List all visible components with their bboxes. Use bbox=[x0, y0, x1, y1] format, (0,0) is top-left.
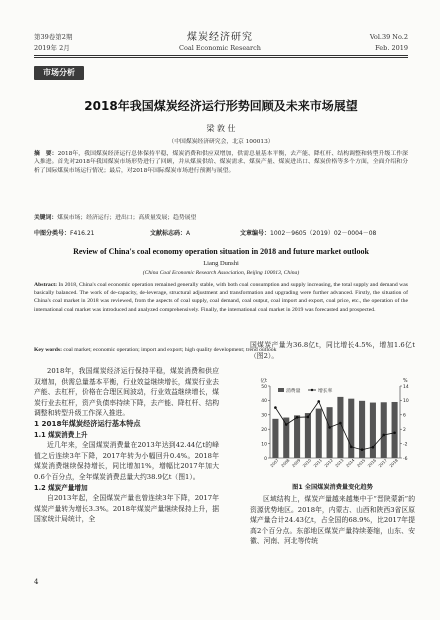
y-tick-label: 0 bbox=[264, 456, 267, 462]
growth-point bbox=[285, 423, 288, 426]
bar bbox=[392, 402, 398, 458]
x-tick-label: 2016 bbox=[366, 457, 378, 469]
growth-point bbox=[296, 416, 299, 419]
growth-point bbox=[307, 416, 310, 419]
y2-tick-label: 10 bbox=[403, 399, 409, 405]
abstract-cn-text: 2018年，我国煤炭经济运行总体保持平稳，煤炭消费和供应双增加，供需总量基本平衡，去产能、降杠杆、结构调整和转型升级工作深入推进。首先对2018年我国煤炭市场形势进行了回顾，并从煤炭供给、煤炭需求、煤炭产量、煤炭进出口、煤炭价格等多个方面，全面介绍和分析了国际煤炭市场运行情况；最后，对2018年国际煤炭市场进行预测与展望。 bbox=[34, 151, 408, 174]
x-tick-label: 2015 bbox=[355, 457, 367, 469]
growth-point bbox=[372, 446, 375, 449]
growth-point bbox=[350, 446, 353, 449]
growth-point bbox=[361, 448, 364, 451]
header-journal-en: Coal Economic Research bbox=[179, 44, 261, 52]
subsection-heading: 1.1 煤炭消费上升 bbox=[34, 430, 88, 439]
growth-point bbox=[393, 432, 396, 435]
body-paragraph: 2018年，我国煤炭经济运行保持平稳，煤炭消费和供应双增加，供需总量基本平衡，行业效益继续增长，煤炭行业去产能、去杠杆，价格在合理区间波动，行业效益继续增长，煤炭行业去杠杆，资产负债率持续下降，去产能、降杠杆、结构调整和转型升级工作深入推进。 bbox=[34, 367, 219, 418]
growth-point bbox=[382, 434, 385, 437]
x-tick-label: 2017 bbox=[377, 457, 388, 469]
growth-point bbox=[339, 422, 342, 425]
bar bbox=[316, 409, 322, 458]
header-issue-cn: 第39卷第2期 bbox=[34, 33, 73, 41]
body-paragraph: 近几年来，全国煤炭消费量在2013年达到42.44亿t的峰值之后连续3年下降，2017年转为小幅回升0.4%。2018年煤炭消费继续保持增长，同比增加1%，增幅比2017年加大0.6个百分点，全年煤炭消费总量大约38.9亿t（图1）。 bbox=[34, 441, 219, 481]
growth-point bbox=[274, 406, 277, 409]
header-journal-cn: 煤炭经济研究 bbox=[187, 32, 253, 43]
clc-number: 中图分类号：F416.21 bbox=[34, 230, 95, 237]
section-heading: 1 2018年煤炭经济运行基本特点 bbox=[34, 418, 141, 428]
abstract-en bbox=[34, 281, 408, 314]
abstract-cn-label: 摘 要： bbox=[34, 151, 58, 157]
y2-tick-label: 6 bbox=[403, 413, 406, 419]
legend-line-marker bbox=[311, 389, 313, 391]
section-tag: 市场分析 bbox=[34, 66, 84, 80]
article-title-cn: 2018年我国煤炭经济运行形势回顾及未来市场展望 bbox=[84, 99, 358, 113]
header-rule-bottom bbox=[34, 57, 408, 58]
y-tick-label: 40 bbox=[261, 399, 267, 405]
keywords-cn bbox=[34, 214, 408, 222]
growth-line bbox=[275, 401, 394, 449]
affiliation-cn: （中国煤炭经济研究会，北京 100013） bbox=[168, 139, 274, 145]
x-tick-label: 2011 bbox=[312, 457, 323, 469]
x-tick-label: 2013 bbox=[334, 457, 345, 469]
y2-tick-label: 2 bbox=[403, 428, 406, 433]
subsection-heading: 1.2 煤炭产量增加 bbox=[34, 483, 88, 492]
body-right-column-bottom bbox=[250, 494, 415, 547]
figure-caption: 图1 全国煤炭消费量变化趋势 bbox=[292, 484, 373, 491]
document-code: 文献标志码：A bbox=[150, 230, 191, 237]
x-tick-label: 2009 bbox=[290, 457, 302, 469]
x-tick-label: 2007 bbox=[269, 457, 280, 469]
growth-point bbox=[328, 426, 331, 429]
bar bbox=[327, 407, 333, 458]
bar bbox=[294, 415, 300, 458]
header-rule-top bbox=[34, 55, 408, 56]
y-tick-label: 50 bbox=[261, 384, 267, 390]
keywords-cn-text: 煤炭市场；经济运行；进出口；高质量发展；趋势展望 bbox=[57, 215, 197, 221]
keywords-cn-label: 关键词： bbox=[34, 215, 58, 221]
legend-bar-swatch bbox=[278, 388, 284, 392]
bar bbox=[272, 419, 278, 458]
figure-1 bbox=[250, 372, 420, 480]
y-tick-label: 30 bbox=[261, 413, 267, 419]
abstract-en-text: In 2018, China's coal economic operation remained generally stable, with both coal consumption and supply increasing, the total supply and demand was basically balanced. The work of de-capacity, de-leverage, structural adjustment and transformation and upgrading were further advanced. Firstly, the situation of China's coal market in 2018 was reviewed, from the aspects of coal supply, coal demand, coal output, coal import and export, coal price, etc., the operation of the international coal market was introduced and analyzed comprehensively. Finally, the international coal market in 2019 was forecasted and prospected. bbox=[34, 282, 408, 313]
header-date-cn: 2019年 2月 bbox=[34, 44, 70, 52]
header-date-en: Feb. 2019 bbox=[375, 44, 408, 52]
y2-tick-label: 14 bbox=[403, 384, 409, 390]
x-tick-label: 2018 bbox=[388, 457, 399, 469]
bar bbox=[370, 403, 376, 458]
x-tick-label: 2010 bbox=[301, 457, 313, 469]
y2-axis-unit: % bbox=[403, 379, 408, 384]
article-number: 文章编号：1002－9605（2019）02－0004－08 bbox=[240, 230, 377, 237]
legend-bar-label: 消费量 bbox=[286, 388, 301, 394]
bar bbox=[305, 413, 311, 458]
y-axis-unit: 亿t bbox=[260, 379, 267, 384]
bar bbox=[348, 399, 354, 458]
header-vol-en: Vol.39 No.2 bbox=[369, 33, 408, 41]
bar bbox=[381, 402, 387, 458]
legend-line-label: 增长率 bbox=[318, 388, 333, 394]
page-number: 4 bbox=[34, 578, 39, 586]
body-left-column bbox=[34, 366, 219, 525]
body-right-column-top bbox=[250, 340, 415, 361]
y-tick-label: 10 bbox=[261, 442, 267, 448]
author-en: Liang Dunshi bbox=[203, 260, 239, 267]
keywords-en-text: coal market; economic operation; import and export; high quality development; trend outlook bbox=[63, 347, 277, 353]
body-paragraph: 区域结构上，煤炭产量越来越集中于“晋陕蒙新”的资源优势地区。2018年，内蒙古、山西和陕西3省区原煤产量合计24.43亿t，占全国的68.9%，比2017年提高2个百分点。东部地区煤炭产量持续萎缩，山东、安徽、河南、河北等传统 bbox=[250, 495, 415, 546]
x-tick-label: 2014 bbox=[344, 457, 356, 469]
x-tick-label: 2012 bbox=[323, 457, 334, 469]
y2-tick-label: -6 bbox=[403, 456, 408, 462]
growth-point bbox=[317, 400, 320, 403]
consumption-chart bbox=[250, 372, 420, 480]
abstract-cn bbox=[34, 150, 408, 175]
y-tick-label: 20 bbox=[261, 428, 267, 433]
abstract-en-label: Abstract: bbox=[34, 282, 58, 288]
affiliation-en: (China Coal Economic Research Association, Beijing 100013, China) bbox=[142, 270, 300, 276]
body-paragraph: 自2013年起，全国煤炭产量也曾连续3年下降，2017年煤炭产量转为增长3.3%。2018年煤炭产量继续保持上升，据国家统计局统计，全 bbox=[34, 494, 219, 524]
author-cn: 梁 敦 仕 bbox=[206, 124, 236, 133]
keywords-en-label: Key words: bbox=[34, 347, 62, 353]
article-title-en: Review of China's coal economy operation situation in 2018 and future market outlook bbox=[73, 247, 369, 256]
body-paragraph: 国煤炭产量为36.8亿t，同比增长4.5%，增加1.6亿t（图2）。 bbox=[250, 341, 415, 360]
y2-tick-label: -2 bbox=[403, 442, 408, 448]
x-tick-label: 2008 bbox=[279, 457, 291, 469]
